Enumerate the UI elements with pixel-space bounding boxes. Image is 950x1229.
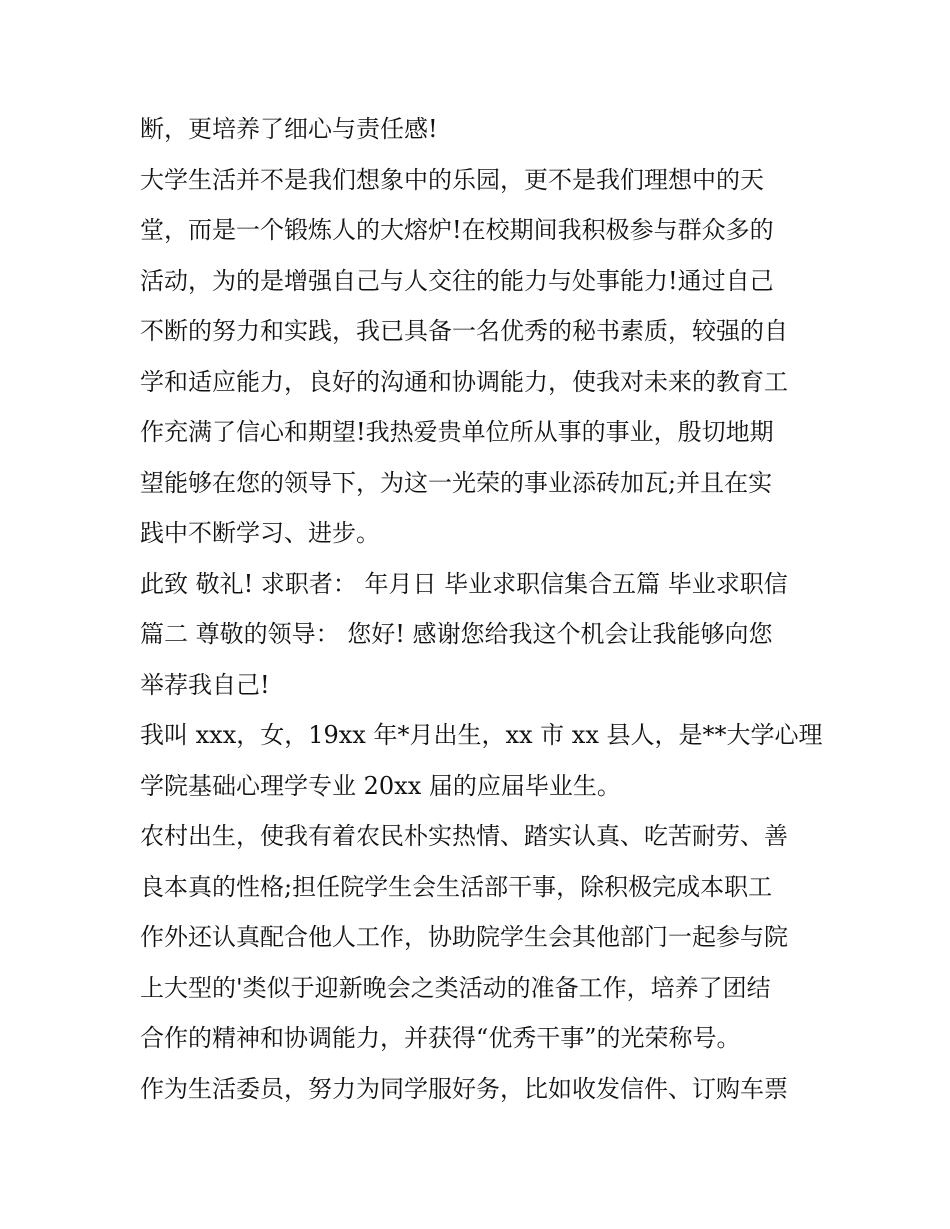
paragraph bbox=[140, 710, 823, 811]
text-line: 活动，为的是增强自己与人交往的能力与处事能力!通过自己 bbox=[140, 266, 774, 295]
document-body bbox=[140, 104, 823, 1114]
text-line: 作充满了信心和期望!我热爱贵单位所从事的事业，殷切地期 bbox=[140, 418, 774, 446]
text-line: 望能够在您的领导下，为这一光荣的事业添砖加瓦;并且在实 bbox=[140, 468, 773, 497]
text-line: 堂，而是一个锻炼人的大熔炉!在校期间我积极参与群众多的 bbox=[140, 216, 774, 244]
text-line: 作为生活委员，努力为同学服好务，比如收发信件、订购车票 bbox=[140, 1074, 788, 1103]
text-line: 作外还认真配合他人工作，协助院学生会其他部门一起参与院 bbox=[140, 923, 788, 951]
text-line: 践中不断学习、进步。 bbox=[140, 519, 380, 547]
text-line: 举荐我自己! bbox=[140, 670, 270, 699]
text-line: 上大型的'类似于迎新晚会之类活动的准备工作，培养了团结 bbox=[140, 973, 771, 1002]
text-line: 不断的努力和实践，我已具备一名优秀的秘书素质，较强的自 bbox=[140, 317, 788, 345]
text-line: 我叫 xxx，女，19xx 年*月出生，xx 市 xx 县人，是**大学心理 bbox=[140, 721, 823, 749]
text-line: 合作的精神和协调能力，并获得“优秀干事”的光荣称号。 bbox=[140, 1024, 741, 1052]
paragraph bbox=[140, 104, 820, 155]
text-line: 农村出生，使我有着农民朴实热情、踏实认真、吃苦耐劳、善 bbox=[140, 822, 788, 850]
text-line: 学和适应能力，良好的沟通和协调能力，使我对未来的教育工 bbox=[140, 367, 788, 396]
text-line: 篇二 尊敬的领导： 您好! 感谢您给我这个机会让我能够向您 bbox=[140, 620, 773, 648]
paragraph bbox=[140, 559, 820, 711]
text-line: 此致 敬礼! 求职者： 年月日 毕业求职信集合五篇 毕业求职信 bbox=[140, 569, 788, 598]
text-line: 学院基础心理学专业 20xx 届的应届毕业生。 bbox=[140, 771, 621, 800]
paragraph bbox=[140, 811, 820, 1064]
paragraph bbox=[140, 1064, 820, 1115]
paragraph bbox=[140, 155, 820, 559]
text-line: 大学生活并不是我们想象中的乐园，更不是我们理想中的天 bbox=[140, 165, 764, 194]
text-line: 断，更培养了细心与责任感! bbox=[140, 115, 438, 143]
text-line: 良本真的性格;担任院学生会生活部干事，除积极完成本职工 bbox=[140, 872, 773, 901]
